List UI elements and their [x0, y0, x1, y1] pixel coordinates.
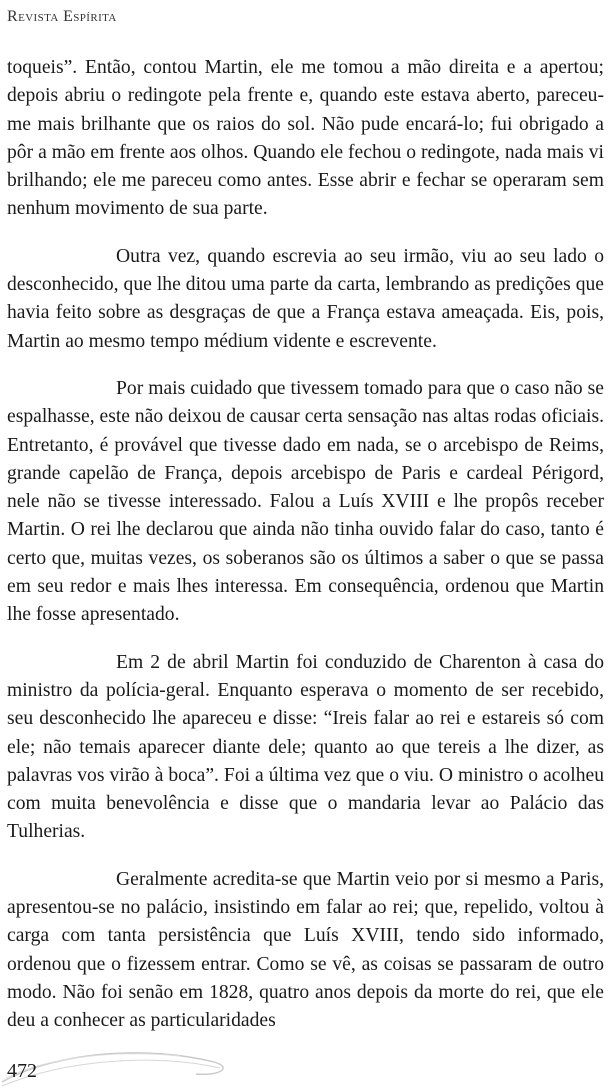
running-header: Revista Espírita — [7, 8, 117, 25]
body-text — [7, 54, 604, 1055]
paragraph: toqueis”. Então, contou Martin, ele me tomou a mão direita e a apertou; depois abriu o redingote pela frente e, quando este estava aberto, pareceu-me mais brilhante que os raios do sol. Não pude encará-lo; fui obrigado a pôr a mão em frente aos olhos. Quando ele fechou o redingote, nada mais vi brilhando; ele me pareceu como antes. Esse abrir e fechar se operaram sem nenhum movimento de sua parte. — [7, 57, 604, 220]
paragraph: Outra vez, quando escrevia ao seu irmão, viu ao seu lado o desconhecido, que lhe ditou uma parte da carta, lembrando as predições que havia feito sobre as desgraças de que a França estava ameaçada. Eis, pois, Martin ao mesmo tempo médium vidente e escrevente. — [7, 245, 604, 352]
page-number: 472 — [7, 1060, 37, 1082]
paragraph: Geralmente acredita-se que Martin veio por si mesmo a Paris, apresentou-se no palácio, insistindo em falar ao rei; que, repelido, voltou à carga com tanta persistência que Luís XVIII, tendo sido informado, ordenou que o fizessem entrar. Como se vê, as coisas se passaram de outro modo. Não foi senão em 1828, quatro anos depois da morte do rei, que ele deu a conhecer as particularidades — [7, 868, 604, 1032]
paragraph: Por mais cuidado que tivessem tomado para que o caso não se espalhasse, este não deixou de causar certa sensação nas altas rodas oficiais. Entretanto, é provável que tivesse dado em nada, se o arcebispo de Reims, grande capelão de França, depois arcebispo de Paris e cardeal Périgord, nele não se tivesse interessado. Falou a Luís XVIII e lhe propôs receber Martin. O rei lhe declarou que ainda não tinha ouvido falar do caso, tanto é certo que, muitas vezes, os soberanos são os últimos a saber o que se passa em seu redor e mais lhes interessa. Em consequência, ordenou que Martin lhe fosse apresentado. — [7, 377, 604, 626]
paragraph: Em 2 de abril Martin foi conduzido de Charenton à casa do ministro da polícia-geral. Enquanto esperava o momento de ser recebido, seu desconhecido lhe apareceu e disse: “Ireis falar ao rei e estareis só com ele; não temais aparecer diante dele; quanto ao que tereis a lhe dizer, as palavras vos virão à boca”. Foi a última vez que o viu. O ministro o acolheu com muita benevolência e disse que o mandaria levar ao Palácio das Tulherias. — [7, 651, 604, 843]
